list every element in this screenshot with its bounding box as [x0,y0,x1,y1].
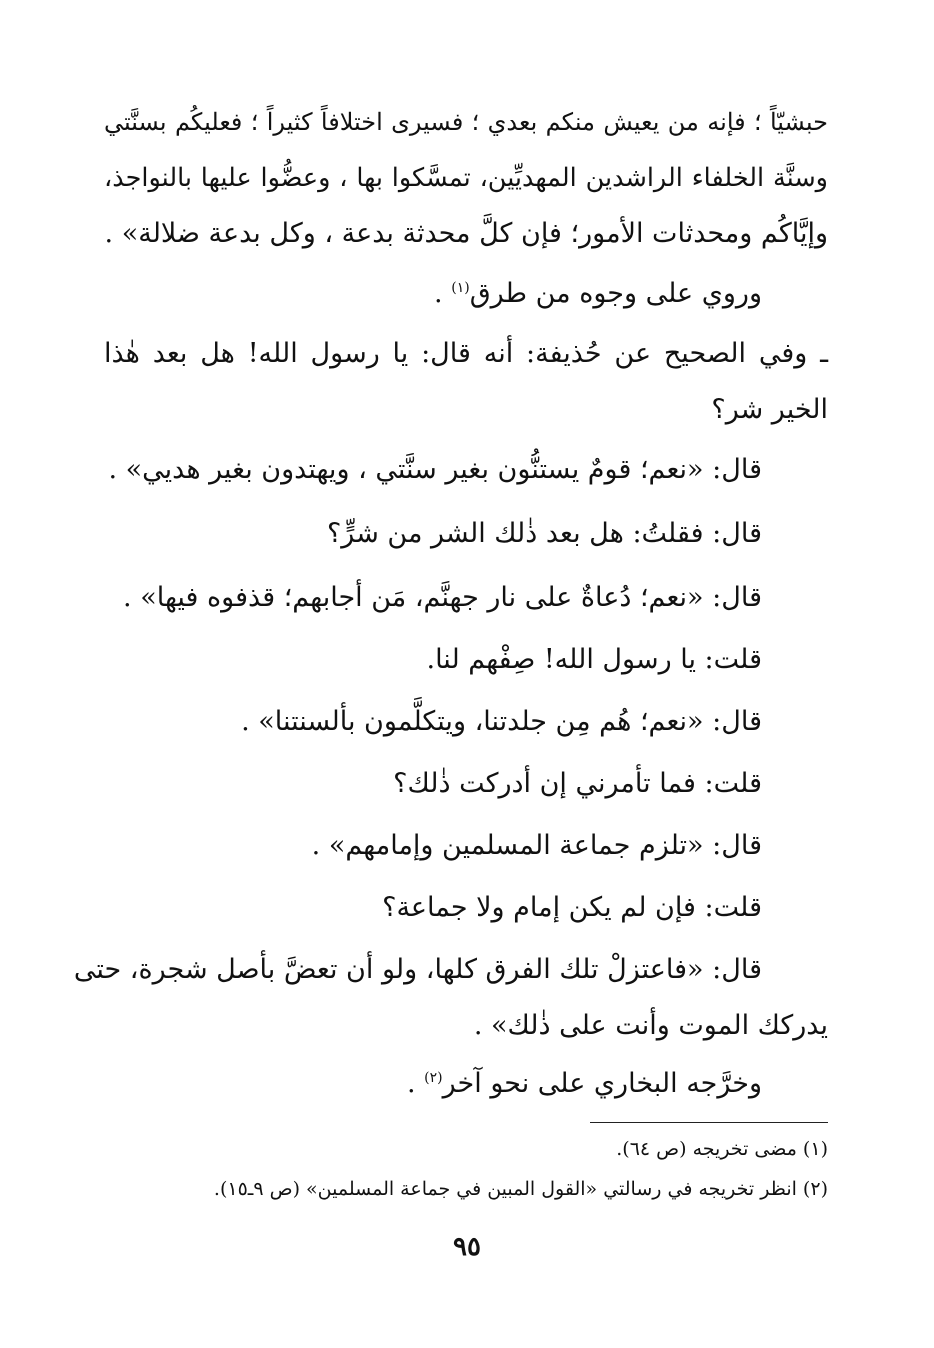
body-text: . [434,278,452,309]
body-line: يدركك الموت وأنت على ذٰلك» . [473,1010,828,1041]
footnote: (٢) انظر تخريجه في رسالتي «القول المبين في جماعة المسلمين» (ص ٩ـ١٥). [213,1178,828,1200]
footnote-reference: (٢) [424,1070,443,1086]
body-line: وإيَّاكُم ومحدثات الأمور؛ فإن كلَّ محدثة بدعة ، وكل بدعة ضلالة» . [104,218,828,249]
footnote-reference: (١) [451,280,470,296]
body-line: وسنَّة الخلفاء الراشدين المهديِّين، تمسَّكوا بها ، وعضُّوا عليها بالنواجذ، [104,163,828,193]
dialogue-line: قلت: فما تأمرني إن أدركت ذٰلك؟ [393,768,762,799]
body-line: قال: «فاعتزلْ تلك الفرق كلها، ولو أن تعضَّ بأصل شجرة، حتى [73,954,762,985]
dialogue-line: قال: فقلتُ: هل بعد ذٰلك الشر من شرٍّ؟ [326,518,762,549]
body-line [407,1066,762,1102]
dialogue-line: قلت: فإن لم يكن إمام ولا جماعة؟ [382,892,762,923]
dialogue-line: قال: «نعم؛ دُعاةٌ على نار جهنَّم، مَن أجابهم؛ قذفوه فيها» . [123,582,762,613]
dialogue-line: قال: «تلزم جماعة المسلمين وإمامهم» . [311,830,762,861]
body-text: وروي على وجوه من طرق [469,278,762,309]
dialogue-line: قال: «نعم؛ قومٌ يستنُّون بغير سنَّتي ، ويهتدون بغير هديي» . [108,454,762,485]
body-text: وخرَّجه البخاري على نحو آخر [442,1068,762,1099]
body-line: ـ وفي الصحيح عن حُذيفة: أنه قال: يا رسول الله! هل بعد هٰذا [104,338,828,369]
body-line [434,276,762,312]
dialogue-line: قال: «نعم؛ هُم مِن جلدتنا، ويتكلَّمون بألسنتنا» . [241,706,762,737]
footnote-separator [590,1122,828,1123]
page-number: ٩٥ [453,1232,481,1262]
footnote: (١) مضى تخريجه (ص ٦٤). [616,1138,828,1160]
body-text: . [407,1068,425,1099]
body-line: الخير شر؟ [711,394,828,425]
dialogue-line: قلت: يا رسول الله! صِفْهم لنا. [426,644,762,675]
body-line: حبشيّاً ؛ فإنه من يعيش منكم بعدي ؛ فسيرى اختلافاً كثيراً ؛ فعليكُم بسنَّتي [104,108,828,136]
